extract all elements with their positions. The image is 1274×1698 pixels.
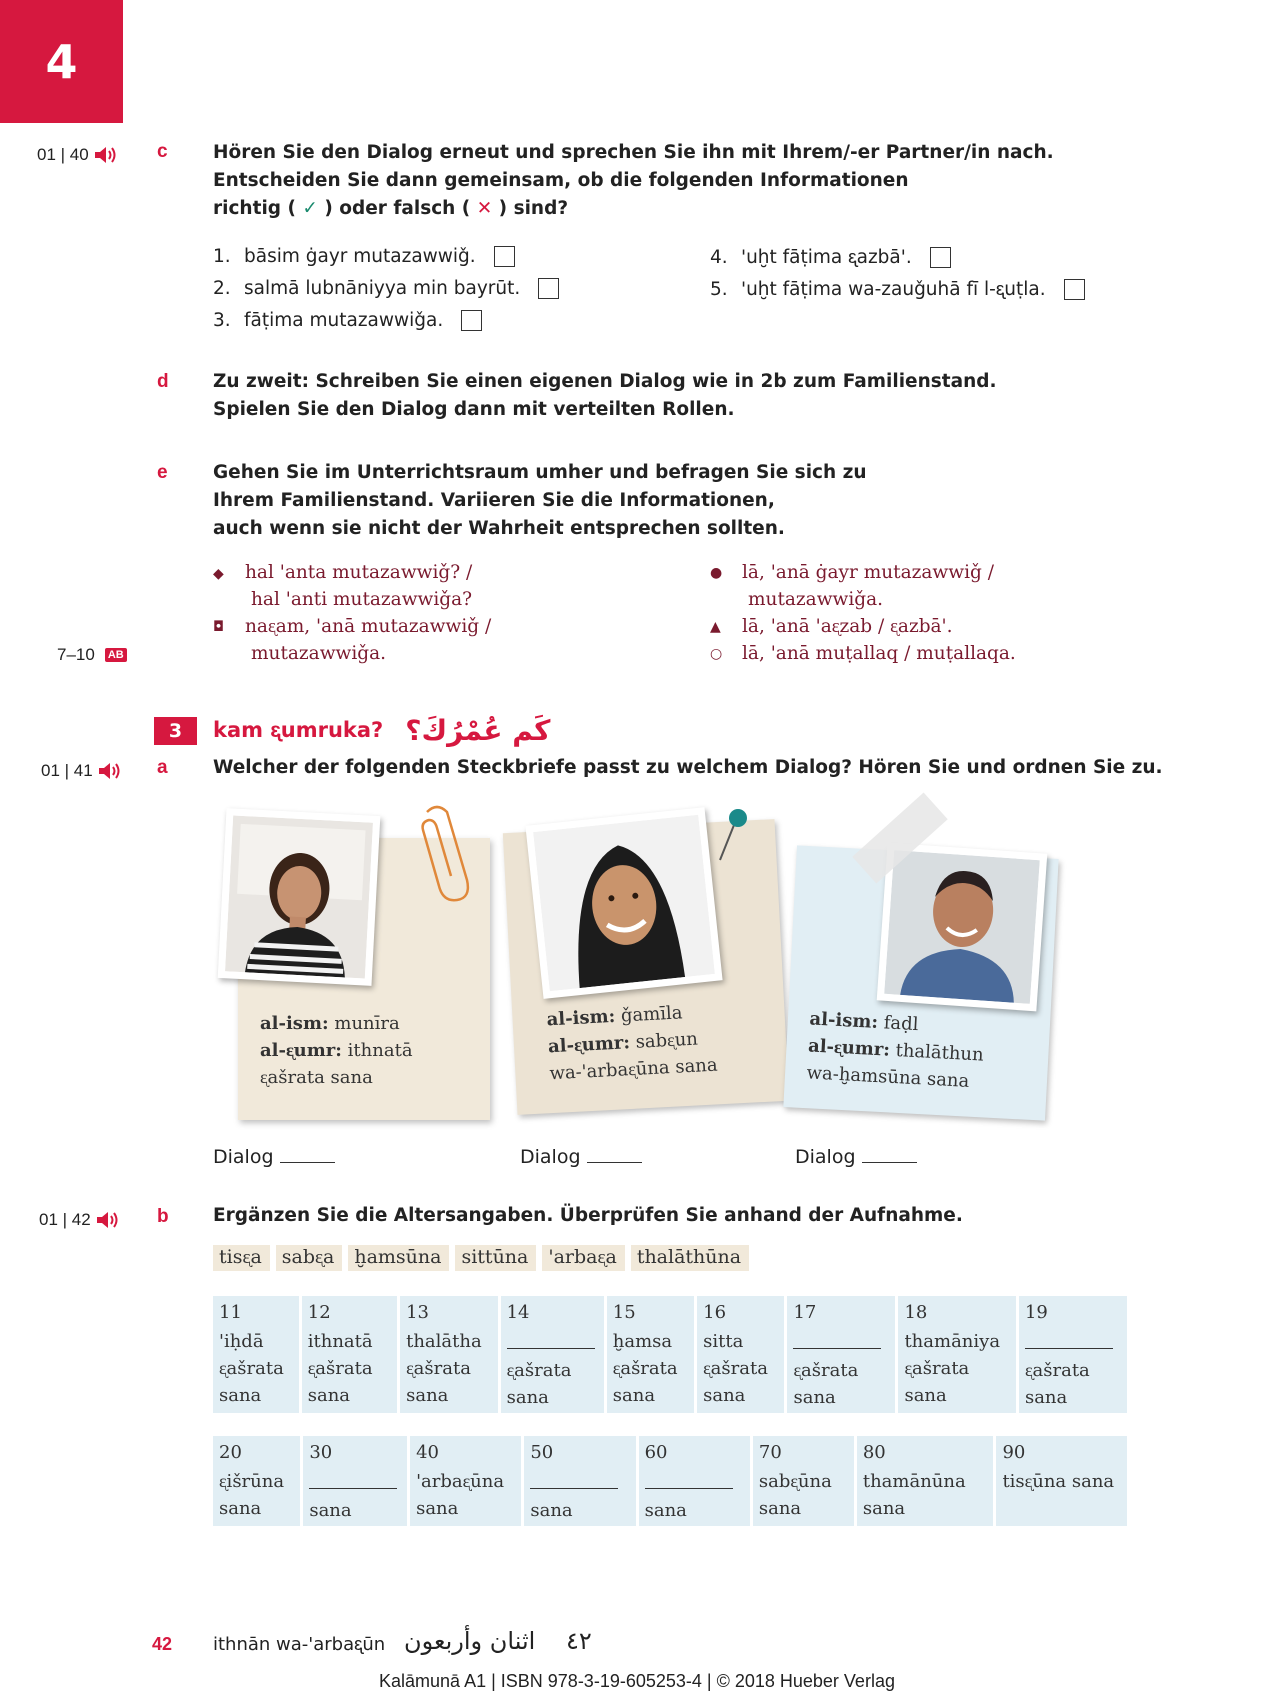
pin-icon [716,808,752,864]
answer-checkbox[interactable] [930,247,951,268]
answer-checkbox[interactable] [494,246,515,267]
sana-word: sana [793,1387,836,1408]
option-line: hal 'anta mutazawwiǧ? / [245,562,473,583]
number-cell [303,1436,407,1526]
profile-name: ǧamīla [620,1002,684,1027]
sana-word: sana [758,1498,802,1519]
page-number: 42 [152,1634,173,1654]
number-value: 15 [612,1302,636,1323]
word-chip[interactable]: thalāthūna [631,1245,749,1271]
sana-word: sana [309,1500,352,1521]
word-chip[interactable]: ḫamsūna [348,1245,449,1271]
sana-word: sana [904,1385,947,1406]
label-age: al-ᶓumr: [807,1035,891,1061]
number-cell [753,1436,854,1526]
dialog-answer-3 [795,1144,917,1168]
copyright-line: Kalāmunā A1 | ISBN 978-3-19-605253-4 | © 2018 Hueber Verlag [379,1671,895,1691]
number-word: 'arbaᶓūna [416,1471,505,1492]
text-part: ) oder falsch ( [324,198,471,219]
instruction-line: Hören Sie den Dialog erneut und sprechen Sie ihn mit Ihrem/-er Partner/in nach. [213,142,1054,163]
instruction-line: Gehen Sie im Unterrichtsraum umher und befragen Sie sich zu [213,462,867,483]
dialog-answer-2 [520,1144,642,1168]
task-letter-c: c [157,141,168,162]
number-value: 30 [309,1442,333,1463]
cross-icon: ✕ [476,198,493,219]
girl-portrait [225,815,373,978]
option-line: lā, 'anā 'aᶓzab / ᶓazbā'. [742,616,953,637]
item-number: 2. [213,278,231,299]
number-cell [213,1296,299,1413]
sana-word: sana [644,1500,687,1521]
number-word: sitta [703,1331,744,1352]
option-line: naᶓam, 'anā mutazawwiǧ / [245,616,492,637]
speaker-icon [93,144,119,166]
workbook-pages: 7–10 [57,645,95,664]
statement-2 [213,278,559,299]
number-word: ithnatā [307,1331,373,1352]
number-word-ten: ᶓašrata [703,1358,768,1379]
circle-icon: ● [710,565,723,581]
number-word-ten: ᶓašrata [406,1358,471,1379]
item-number: 4. [710,246,728,268]
number-value: 12 [307,1302,331,1323]
speaker-icon [95,1209,121,1231]
number-value: 18 [904,1302,928,1323]
profile-age: ithnatā [347,1040,413,1061]
text-part: ) sind? [498,198,569,219]
number-value: 14 [506,1302,530,1323]
statement-1 [213,246,515,267]
dialog-blank[interactable] [280,1144,335,1163]
option-line: mutazawwiǧa. [251,643,387,664]
profile-photo-girl [218,808,381,986]
number-value: 20 [219,1442,242,1463]
number-word: 'iḥdā [219,1331,264,1352]
task-letter-b: b [157,1206,169,1227]
item-text: 'uḫt fāṭima wa-zauǧuhā fī l-ᶓuṭla. [741,279,1046,300]
audio-track-a[interactable] [41,760,123,782]
dialog-label: Dialog [520,1146,581,1168]
number-value: 80 [862,1442,886,1463]
dialog-answer-1 [213,1144,335,1168]
option-line: hal 'anti mutazawwiǧa? [251,589,473,610]
item-text: salmā lubnāniyya min bayrūt. [244,278,521,299]
word-chip[interactable]: 'arbaᶓa [542,1245,624,1271]
number-word-blank[interactable] [530,1468,629,1497]
workbook-badge: AB [105,648,127,662]
audio-track-b[interactable] [39,1209,121,1231]
number-cell [302,1296,397,1413]
sana-word: sana [1024,1387,1068,1408]
card-3-text [806,1005,986,1095]
audio-track-c[interactable] [37,144,119,166]
number-word: sabᶓūna [758,1471,832,1492]
option-single [710,613,1170,640]
answer-checkbox[interactable] [1064,279,1085,300]
sana-word: sana [612,1385,656,1406]
instruction-line: Spielen Sie den Dialog dann mit verteilten Rollen. [213,399,735,420]
section-title-arabic: كَم عُمْرُكَ؟ [405,714,551,747]
section-title-latin: kam ᶓumruka? [213,718,384,742]
option-line: lā, 'anā ġayr mutazawwiǧ / [742,562,994,583]
instruction-line: Ihrem Familienstand. Variieren Sie die Informationen, [213,490,775,511]
label-name: al-ism: [546,1005,616,1031]
card-name-line [260,1010,413,1037]
page-number-word: ithnān wa-'arbaᶓūn [213,1634,386,1655]
number-cell [639,1436,750,1526]
task-letter-e: e [157,462,168,483]
track-number: 01 | 41 [41,761,93,780]
sana-word: sana [862,1498,906,1519]
profile-photo-woman [525,807,722,999]
track-number: 01 | 42 [39,1210,91,1229]
number-word: thalātha [406,1331,482,1352]
profile-age: thalāthun [895,1040,985,1066]
dialog-blank[interactable] [587,1144,642,1163]
option-yes [213,613,653,667]
number-word: tisᶓūna sana [1002,1471,1115,1492]
profile-age-cont: ᶓašrata sana [260,1067,373,1088]
number-cell [501,1296,604,1413]
item-number: 3. [213,310,231,331]
task-d-instruction [213,368,1213,424]
task-letter-d: d [157,371,169,392]
number-word: ᶓišrūna [219,1471,285,1492]
number-cell [898,1296,1016,1413]
option-line: lā, 'anā muṭallaq / muṭallaqa. [742,643,1016,664]
number-value: 50 [530,1442,554,1463]
number-word-ten: ᶓašrata [904,1358,970,1379]
section-number: 3 [154,717,197,745]
card-1-text [260,1010,413,1091]
statement-4 [710,246,951,268]
number-word-ten: ᶓašrata [307,1358,373,1379]
dialog-blank[interactable] [862,1144,917,1163]
number-cell [1019,1296,1127,1413]
workbook-reference[interactable] [57,645,127,665]
profile-photo-man [877,843,1048,1012]
sana-word: sana [219,1498,262,1519]
profile-age: sabᶓun [635,1028,699,1053]
number-cell [787,1296,895,1413]
track-number: 01 | 40 [37,145,89,164]
number-value: 16 [703,1302,727,1323]
instruction-line: auch wenn sie nicht der Wahrheit entsprechen sollten. [213,518,785,539]
number-word: thamāniya [904,1331,1001,1352]
section-title [213,714,550,747]
page-number-arabic: ٤٢ [566,1627,592,1655]
square-icon: ◘ [213,619,225,635]
task-e-instruction [213,459,1213,543]
word-chip[interactable]: tisᶓa [213,1245,270,1271]
speaker-icon [97,760,123,782]
sana-word: sana [219,1385,262,1406]
number-word-ten: ᶓašrata [793,1360,859,1381]
label-age: al-ᶓumr: [547,1032,631,1058]
number-word-ten: ᶓašrata [612,1358,678,1379]
ring-icon: ○ [710,646,723,662]
number-value: 17 [793,1302,817,1323]
number-cell [524,1436,635,1526]
woman-portrait [533,815,715,991]
profile-age-cont: wa-'arbaᶓūna sana [548,1054,719,1085]
number-value: 60 [644,1442,668,1463]
profile-name: munīra [334,1013,400,1034]
task-letter-a: a [157,757,168,778]
number-value: 40 [416,1442,439,1463]
item-number: 1. [213,246,231,267]
number-cell [697,1296,784,1413]
label-age: al-ᶓumr: [260,1040,342,1061]
number-word-ten: ᶓašrata [1024,1360,1090,1381]
sana-word: sana [530,1500,573,1521]
task-3b-instruction: Ergänzen Sie die Altersangaben. Überprüfen Sie anhand der Aufnahme. [213,1205,963,1226]
card-2-text [546,998,718,1088]
number-word-ten: ᶓašrata [506,1360,572,1381]
dialog-label: Dialog [795,1146,856,1168]
word-bank [213,1245,749,1271]
number-word: ḫamsa [612,1331,673,1352]
item-number: 5. [710,278,728,300]
number-value: 19 [1024,1302,1048,1323]
label-name: al-ism: [260,1013,329,1034]
man-portrait [884,850,1040,1004]
instruction-line: Zu zweit: Schreiben Sie einen eigenen Dialog wie in 2b zum Familienstand. [213,371,997,392]
word-chip[interactable]: sabᶓa [276,1245,343,1271]
number-cell [607,1296,694,1413]
number-word-blank[interactable] [645,1468,744,1497]
paperclip-icon [405,800,475,905]
option-question [213,559,653,613]
answer-checkbox[interactable] [461,310,482,331]
profile-age-cont: wa-ḫamsūna sana [806,1062,970,1092]
dialog-label: Dialog [213,1146,274,1168]
number-value: 90 [1002,1442,1026,1463]
instruction-line: Entscheiden Sie dann gemeinsam, ob die folgenden Informationen [213,170,909,191]
option-divorced [710,640,1170,667]
number-cell [857,1436,994,1526]
option-not-married [710,559,1170,613]
chapter-number: 4 [0,0,123,123]
task-3a-instruction: Welcher der folgenden Steckbriefe passt zu welchem Dialog? Hören Sie und ordnen Sie zu. [213,757,1163,778]
number-word-blank[interactable] [1025,1328,1121,1357]
number-word-blank[interactable] [793,1328,889,1357]
numbers-table-teens [210,1293,1130,1416]
card-age-line [260,1037,413,1064]
number-cell [400,1296,498,1413]
number-cell [213,1436,300,1526]
label-name: al-ism: [808,1008,879,1034]
statement-3 [213,310,482,331]
sana-word: sana [703,1385,746,1406]
number-word-ten: ᶓašrata [219,1358,284,1379]
number-cell [996,1436,1127,1526]
diamond-icon: ◆ [213,566,224,582]
sana-word: sana [307,1385,351,1406]
profile-name: faḍl [883,1012,919,1036]
option-line: mutazawwiǧa. [748,589,884,610]
item-text: 'uḫt fāṭima ᶓazbā'. [741,247,912,268]
word-chip[interactable]: sittūna [455,1245,536,1271]
statement-5 [710,278,1085,300]
item-text: bāsim ġayr mutazawwiǧ. [244,246,476,267]
number-cell [410,1436,521,1526]
page-number-word-arabic: اثنان وأربعون [404,1627,536,1655]
answer-checkbox[interactable] [538,278,559,299]
task-c-instruction [213,139,1213,223]
number-value: 70 [758,1442,782,1463]
sana-word: sana [406,1385,449,1406]
sana-word: sana [506,1387,549,1408]
sana-word: sana [416,1498,459,1519]
number-value: 11 [219,1302,242,1323]
number-word-blank[interactable] [507,1328,598,1357]
text-part: richtig ( [213,198,296,219]
number-word-blank[interactable] [309,1468,401,1497]
triangle-icon: ▲ [710,619,721,635]
item-text: fāṭima mutazawwiǧa. [244,310,444,331]
instruction-line [213,195,1213,223]
number-word: thamānūna [862,1471,966,1492]
numbers-table-tens [210,1433,1130,1529]
check-icon: ✓ [302,198,318,219]
number-value: 13 [406,1302,429,1323]
